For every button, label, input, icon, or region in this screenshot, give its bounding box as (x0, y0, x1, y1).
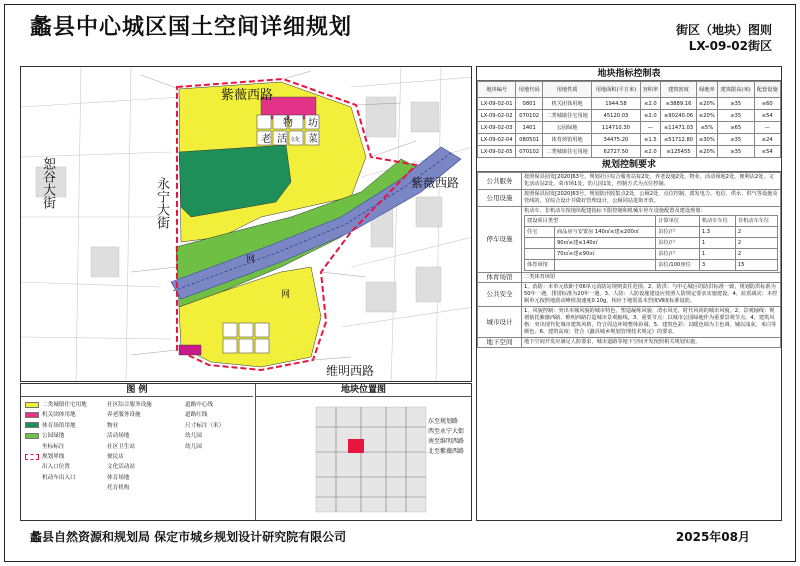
legend-col-landuse (25, 400, 105, 483)
facility-label-flag: 菜 (308, 134, 318, 145)
legend-item: 尺寸标注（米） (185, 422, 225, 429)
plan-map[interactable] (20, 66, 472, 382)
legend-item: 公园绿地 (25, 431, 105, 441)
legend-item: 幼儿园 (185, 433, 202, 440)
legend-item: 二类城镇住宅用地 (25, 400, 105, 410)
sheet-subtitle (676, 22, 772, 54)
table-row: 公共安全 1、消防：本单元依距于06单元消防站规则责任范围。2、防洪：与中心城区的防洪标准一致，规划防洪标准为50年一遇，排涝标准为20年一遇。3、人防：人防设施建设应按照人防规定要求实施建设。4、抗震减灾：本控制单元按照地震动峰值加速度0.10g，相应于地震基本烈度Ⅶ度标准设防。 (478, 283, 781, 307)
facility-label-shop: 物 (283, 118, 293, 129)
table-row: 体育场馆 二类体育场馆 (478, 273, 781, 283)
facility-label-culture: 活 (277, 134, 287, 145)
road-label-shugu: 恕谷大街 (40, 157, 55, 209)
table-row: 城市设计 1、风貌控制：突出本城风貌的城市特色，塑造凝练风貌、清水风光、时代风尚的城市风貌。2、景观轴线：规划依托紫薇西路、维明西路打造城市景观轴线。3、重要节点：以城市公园绿地作为重要景观节点。4、建筑风格：突出现代化城市建筑风格，符合周边环境整体协调。5、建筑色彩：以暖色调为主色调，辅以浅灰、米白等颜色。6、建筑高度：符合《蠡县城乡规划管理技术规定》的要求。 (478, 307, 781, 338)
location-label-south: 南至维明西路 (428, 438, 465, 445)
subtitle-line2: LX-09-02街区 (688, 39, 772, 53)
parking-table (524, 215, 778, 271)
legend-item: 文化活动站 (107, 464, 135, 471)
road-label-weiming: 维明西路 (326, 364, 375, 378)
location-label-east: 东至规划路 (428, 418, 459, 425)
table-row: LX-09-02-03 1401 公园绿地 114710.30 — ≤11471.03 ≤5% ≥65 — (478, 122, 781, 134)
table-row: 公共服务 按照保县园发[2020]63号，规划社区综合服务站每2处，养老设施2处，物业，活动场地2处，便利店2处，文化活动站2处，菜市场1处，幼儿园1处，控制方式为点位控制。 (478, 173, 781, 190)
legend-item: 体育场地 (107, 474, 130, 481)
parking-header-row: 建设项目类型 计算单位 机动车车位 非机动车车位 (525, 216, 778, 227)
legend-item: 道路中心线 (185, 402, 213, 408)
parking-intro: 机动车、非机动车按地块配建指标下限控制和机械车停车设施配置及建设规划： (524, 208, 706, 214)
facility-label-old: 老 (261, 134, 271, 145)
table-row: LX-09-02-04 080501 体育场馆用地 34475.20 ≤1.5 ≤51712.80 ≤30% ≥35 ≤24 (478, 134, 781, 146)
index-table-title: 地块指标控制表 (477, 67, 781, 81)
legend-item: 幼儿园 (185, 443, 202, 450)
legend-item: 社区卫生站 (107, 443, 135, 450)
location-map (255, 397, 471, 520)
facility-label-sports: 坊 (308, 118, 318, 129)
location-labels (428, 417, 464, 457)
institution-plot-south[interactable] (179, 345, 201, 355)
footer-org: 蠡县自然资源和规划局 保定市城乡规划设计研究院有限公司 (30, 530, 347, 544)
index-table (477, 81, 781, 158)
legend-item: 机动车出入口 (25, 473, 105, 483)
legend-col-lines (185, 400, 253, 452)
location-label-west: 西至永宁大街 (428, 428, 465, 435)
table-row: 70㎡≤建≤90㎡ 泊位/户 1 2 (525, 249, 778, 260)
table-row: LX-09-02-02 070102 二类城镇住宅用地 45120.03 ≤2.0 ≤90240.06 ≤20% ≥35 ≤54 (478, 110, 781, 122)
legend-item: 坐标标注 (25, 442, 105, 452)
requirements-title: 规划控制要求 (477, 158, 781, 172)
control-panel (476, 66, 782, 521)
location-highlight (348, 439, 364, 453)
table-row: LX-09-02-05 070102 二类城镇住宅用地 62727.50 ≤2.0 ≤125455 ≤20% ≥35 ≤54 (478, 146, 781, 158)
table-row: 体育场馆 泊位/100座位 3 15 (525, 260, 778, 271)
legend-item: 养老服务设施 (107, 412, 141, 419)
table-row: 地下空间 地下空间开发应满足人防要求，城市道路等地下空间开发按照相关规划实施。 (478, 338, 781, 348)
requirements-table (477, 172, 781, 348)
location-label-north: 北至紫薇西路 (428, 448, 465, 455)
facility-label-stadium: 文化 (290, 137, 301, 143)
location-map-title: 地块位置图 (255, 384, 471, 397)
legend-item: 道路红线 (185, 412, 208, 419)
index-header-row: 地块编号 用地代码 用地性质 用地面积(平方米) 容积率 建筑密度 绿地率 建筑限高(米) 配套设施 (478, 82, 781, 98)
legend-item: 出入口位置 (25, 462, 105, 472)
sheet-footer (30, 528, 790, 545)
legend-item: 活动场地 (107, 433, 130, 440)
flag-block-1: 网 (246, 255, 256, 265)
table-row: 公用设施 按照保县园发[2020]63号，规划防汛收集点2处，公厕2处，点位控制。派发电力、电信、供水、供气等设施及管线的，宜综合设计并做好管理设计，公厕同站进街开放。 (478, 190, 781, 207)
legend-item: 规划界线 (25, 452, 105, 462)
table-row: 停车设施 机动车、非机动车按地块配建指标下限控制和机械车停车设施配置及建设规划： 建设项目类型 计算单位 机动车车位 非机动车车位 住宅 商品房与安置房 140㎡≤建≤200㎡ 泊位/户 1.3 2 90㎡≤建≤140㎡ 泊位/户 1 2 70㎡≤建≤90㎡ 泊位/户 1 2 体育场馆 泊位/100座位 3 15 (478, 207, 781, 273)
legend-item: 便民店 (107, 454, 124, 461)
legend-panel (20, 383, 472, 521)
table-row: 住宅 商品房与安置房 140㎡≤建≤200㎡ 泊位/户 1.3 2 (525, 227, 778, 238)
legend-item: 体育场馆用地 (25, 421, 105, 431)
subtitle-line1: 街区（地块）图则 (675, 23, 772, 37)
road-label-yongning: 永宁大街 (154, 177, 169, 229)
legend-item: 社区综合服务设施 (107, 402, 152, 408)
sheet-title: 蠡县中心城区国土空间详细规划 (30, 15, 353, 40)
table-row: 90㎡≤建≤140㎡ 泊位/户 1 2 (525, 238, 778, 249)
legend-item: 物业 (107, 422, 119, 429)
legend-item: 托育机构 (107, 485, 130, 492)
legend-col-facilities (107, 400, 183, 494)
map-canvas (21, 67, 472, 382)
table-row: LX-09-02-01 0801 机关团体用地 1944.58 ≤2.0 ≤3889.16 ≤20% ≥35 ≤60 (478, 98, 781, 110)
flag-block-2: 网 (281, 290, 291, 300)
road-label-ziwei-east: 紫薇西路 (411, 176, 460, 190)
location-map-canvas (256, 397, 471, 520)
road-label-ziwei-north: 紫薇西路 (221, 88, 274, 103)
legend-title: 图 例 (21, 384, 253, 397)
footer-date: 2025年08月 (675, 530, 750, 544)
legend-item: 机关团体用地 (25, 410, 105, 420)
